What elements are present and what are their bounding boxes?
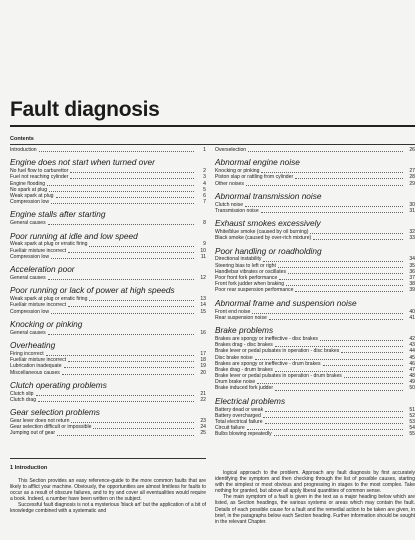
contents-entry-page: 41 [409,314,415,321]
dot-leader [68,361,194,362]
contents-entry-page: 34 [409,256,415,263]
dot-leader [64,367,194,368]
contents-entry-page: 45 [409,354,415,361]
contents-entry-page: 48 [409,373,415,380]
dot-leader [245,206,403,207]
contents-entry[interactable] [215,235,415,241]
contents-entry-label: Battery dead or weak [215,406,264,413]
contents-entry[interactable] [10,431,206,437]
body-paragraph: The main symptom of a fault is given in the text as a major heading below which are listed, as Section headings, the various systems or areas which may contain the fault. Details of each possible cause for a fault and the remedial action to be taken are given, in brief, in the paragraphs below each Section heading. Further information should be sought in the relevant Chapter. [215,494,415,525]
body-text-right [215,470,415,525]
dot-leader [313,239,403,240]
contents-entry-page: 26 [409,146,415,153]
contents-group-heading: Overheating [10,340,56,350]
dot-leader [295,291,403,292]
contents-entry-page: 24 [200,424,206,431]
contents-entry-page: 25 [200,430,206,437]
contents-entry[interactable] [10,220,206,226]
dot-leader [247,429,403,430]
dot-leader [265,411,403,412]
contents-entry-label: No spark at plug [10,186,48,193]
contents-entry-label: Directional instability [215,256,262,263]
contents-entry-label: Lubrication inadequate [10,363,62,370]
contents-entry-page: 11 [200,253,206,260]
contents-entry-label: Compression low [10,308,50,315]
section-heading: 1 Introduction [10,465,48,471]
contents-entry-page: 31 [409,207,415,214]
contents-right-column [215,147,415,438]
contents-entry[interactable] [215,147,415,153]
contents-entry-label: Poor rear suspension performance [215,287,294,294]
dot-leader [246,185,403,186]
contents-entry-label: Front end noise [215,308,251,315]
contents-entry-page: 36 [409,268,415,275]
contents-entry-page: 19 [200,363,206,370]
contents-entry[interactable] [215,315,415,321]
dot-leader [39,151,194,152]
dot-leader [56,197,194,198]
contents-entry-page: 47 [409,366,415,373]
contents-entry[interactable] [10,199,206,205]
contents-entry-page: 51 [409,406,415,413]
contents-entry-label: Brake lever or pedal pulsates in operation - drum brakes [215,373,342,380]
contents-entry-label: White/blue smoke (caused by oil burning) [215,229,309,236]
contents-entry-label: Firing incorrect [10,350,44,357]
contents-entry[interactable] [10,309,206,315]
dot-leader [70,178,194,179]
dot-leader [252,313,403,314]
contents-entry-label: Front fork judder when braking [215,281,285,288]
contents-entry-label: No fuel flow to carburettor [10,168,69,175]
dot-leader [344,377,403,378]
dot-leader [257,383,403,384]
contents-entry-page: 7 [203,199,206,206]
contents-entry-page: 38 [409,281,415,288]
dot-leader [286,285,403,286]
contents-entry-label: Fuel/air mixture incorrect [10,247,67,254]
contents-group-heading: Engine stalls after starting [10,209,106,220]
contents-entry-page: 32 [409,229,415,236]
contents-entry[interactable] [215,287,415,293]
contents-entry-page: 55 [409,431,415,438]
contents-entry-page: 5 [203,186,206,193]
contents-entry-page: 23 [200,418,206,425]
contents-group-heading: Clutch operating problems [10,379,107,390]
dot-leader [248,151,403,152]
contents-entry-page: 40 [409,308,415,315]
contents-group-heading: Poor running or lack of power at high speeds [10,285,175,296]
contents-entry-page: 22 [200,396,206,403]
dot-leader [62,374,194,375]
contents-entry-page: 3 [203,174,206,181]
contents-entry-page: 16 [200,329,206,336]
contents-entry-label: Weak spark at plug or erratic firing [10,296,88,303]
contents-entry-label: Brakes are spongy or ineffective - drum brakes [215,360,321,367]
contents-entry-page: 8 [203,220,206,227]
contents-entry-label: Handlebar vibrates or oscillates [215,268,287,275]
contents-entry-page: 10 [200,247,206,254]
contents-entry-label: Fuel not reaching cylinder [10,174,69,181]
dot-leader [71,422,194,423]
dot-leader [263,261,403,262]
contents-entry-label: Fuel/air mixture incorrect [10,302,67,309]
contents-entry-label: Piston slap or rattling from cylinder [215,174,294,181]
title-rule [10,125,415,127]
contents-entry[interactable] [10,370,206,376]
dot-leader [68,306,194,307]
dot-leader [274,435,403,436]
contents-entry-label: Fuel/air mixture incorrect [10,357,67,364]
contents-entry[interactable] [215,386,415,392]
dot-leader [255,359,403,360]
contents-entry-page: 1 [203,146,206,153]
contents-entry-label: Engine flooding [10,180,46,187]
contents-entry-page: 53 [409,419,415,426]
contents-group-heading: Acceleration poor [10,264,75,275]
contents-entry-page: 14 [200,302,206,309]
contents-entry-label: Knocking or pinking [215,168,260,175]
contents-group-heading: Brake problems [215,325,274,335]
contents-entry[interactable] [10,147,206,153]
contents-entry[interactable] [10,254,206,260]
dot-leader [68,252,194,253]
contents-entry-label: Brake lever or pedal pulsates in operation - disc brakes [215,348,340,355]
contents-entry-label: Weak spark at plug or erratic firing [10,241,88,248]
body-paragraph: logical approach to the problem. Approach any fault diagnosis by first accurately identifying the symptom and then checking through the list of possible causes, starting with the simplest or most obvious and progressing in stages to the most complex. Take nothing for granted, but above all apply liberal quantities of common sense. [215,470,415,495]
contents-group-heading: Abnormal frame and suspension noise [215,297,357,308]
dot-leader [279,279,403,280]
dot-leader [275,371,403,372]
dot-leader [49,191,194,192]
contents-entry-label: Gear lever does not return [10,418,70,425]
dot-leader [36,395,195,396]
contents-entry-page: 20 [200,369,206,376]
contents-entry[interactable] [215,181,415,187]
dot-leader [47,185,194,186]
contents-entry-page: 2 [203,168,206,175]
contents-group-heading: Abnormal engine noise [215,157,300,168]
dot-leader [261,212,403,213]
dot-leader [265,423,403,424]
contents-entry-page: 6 [203,192,206,199]
contents-entry-page: 12 [200,275,206,282]
contents-entry-label: General causes [10,329,46,336]
contents-entry-label: Clutch slip [10,390,34,397]
dot-leader [93,428,194,429]
contents-entry-page: 54 [409,425,415,432]
contents-entry-page: 37 [409,275,415,282]
dot-leader [38,401,194,402]
dot-leader [310,233,403,234]
body-text-left [10,478,206,515]
contents-entry-label: Weak spark at plug [10,192,54,199]
dot-leader [70,172,194,173]
contents-entry[interactable] [215,431,415,437]
dot-leader [275,346,403,347]
contents-group-heading: Engine does not start when turned over [10,157,155,168]
dot-leader [261,172,403,173]
contents-group-heading: Gear selection problems [10,407,100,418]
contents-entry-page: 13 [200,296,206,303]
contents-entry-label: Jumping out of gear [10,430,56,437]
contents-entry-page: 43 [409,342,415,349]
dot-leader [48,279,194,280]
contents-entry-label: Battery overcharged [215,412,261,419]
dot-leader [51,258,194,259]
contents-entry-page: 35 [409,262,415,269]
dot-leader [89,300,194,301]
contents-entry-label: General causes [10,275,46,282]
contents-entry[interactable] [10,330,206,336]
contents-entry-page: 46 [409,360,415,367]
contents-entry-label: Bulbs blowing repeatedly [215,431,272,438]
dot-leader [51,313,194,314]
contents-entry-label: Brakes are spongy or ineffective - disc brakes [215,335,318,342]
dot-leader [295,178,403,179]
contents-entry-page: 17 [200,350,206,357]
contents-entry-page: 49 [409,379,415,386]
dot-leader [48,224,194,225]
contents-entry[interactable] [10,397,206,403]
contents-entry-label: Brakes drag - disc brakes [215,342,273,349]
contents-entry-page: 52 [409,412,415,419]
contents-entry-label: Introduction [10,146,37,153]
contents-entry-page: 39 [409,287,415,294]
contents-group-heading: Knocking or pinking [10,318,83,329]
dot-leader [51,203,194,204]
contents-entry-label: Disc brake noise [215,354,253,361]
body-paragraph: This Section provides an easy reference-guide to the more common faults that are likely to afflict your machine. Obviously, the opportunities are almost limitless for faults to occur as a result of obscure failures, and to try and cover all eventualities would require a book. Indeed, a number have been written on the subject. [10,478,206,503]
contents-entry-page: 18 [200,357,206,364]
contents-entry-label: Poor front fork performance [215,275,278,282]
body-paragraph: Successful fault diagnosis is not a mysterious 'black art' but the application of a bit of knowledge combined with a systematic and [10,502,206,515]
contents-entry-page: 21 [200,390,206,397]
contents-heading: Contents [10,136,34,142]
dot-leader [48,334,194,335]
contents-entry-label: Rear suspension noise [215,314,267,321]
contents-entry-label: Clutch noise [215,201,244,208]
contents-entry-label: Black smoke (caused by over-rich mixture) [215,235,312,242]
dot-leader [323,365,403,366]
contents-entry-label: Gear selection difficult or impossible [10,424,92,431]
dot-leader [263,417,403,418]
contents-entry-label: Other noises [215,180,244,187]
contents-group-heading: Exhaust smokes excessively [215,218,321,229]
dot-leader [269,319,403,320]
dot-leader [46,355,194,356]
contents-entry-page: 50 [409,385,415,392]
contents-entry[interactable] [10,275,206,281]
contents-entry-page: 9 [203,241,206,248]
dot-leader [341,352,403,353]
contents-entry-label: Clutch drag [10,396,37,403]
contents-entry-label: Steering bias to left or right [215,262,276,269]
contents-rule [10,144,415,145]
contents-group-heading: Poor handling or roadholding [215,245,322,256]
contents-entry-label: Circuit failure [215,425,245,432]
contents-left-column [10,147,206,437]
contents-entry-label: Miscellaneous causes [10,369,60,376]
contents-entry-label: General causes [10,220,46,227]
dot-leader [275,390,403,391]
contents-entry-label: Compression low [10,253,50,260]
dot-leader [288,273,403,274]
contents-entry-page: 15 [200,308,206,315]
section-rule [10,458,206,459]
contents-entry[interactable] [215,208,415,214]
contents-entry-page: 27 [409,168,415,175]
contents-entry-label: Brake drag - drum brakes [215,366,273,373]
contents-entry-label: Transmission noise [215,207,259,214]
dot-leader [320,340,403,341]
contents-entry-page: 44 [409,348,415,355]
contents-entry-label: Drum brake noise [215,379,256,386]
page-title: Fault diagnosis [10,98,160,121]
contents-entry-label: Total electrical failure [215,419,263,426]
contents-group-heading: Poor running at idle and low speed [10,230,138,241]
contents-entry-page: 30 [409,201,415,208]
contents-entry-page: 4 [203,180,206,187]
dot-leader [278,267,403,268]
dot-leader [57,435,194,436]
contents-entry-page: 28 [409,174,415,181]
contents-entry-label: Overselection [215,146,247,153]
contents-entry-label: Brake induced fork judder [215,385,274,392]
contents-entry-page: 29 [409,180,415,187]
contents-entry-page: 33 [409,235,415,242]
contents-group-heading: Abnormal transmission noise [215,190,322,201]
contents-entry-page: 42 [409,335,415,342]
contents-entry-label: Compression low [10,199,50,206]
contents-group-heading: Electrical problems [215,395,286,406]
dot-leader [89,246,194,247]
